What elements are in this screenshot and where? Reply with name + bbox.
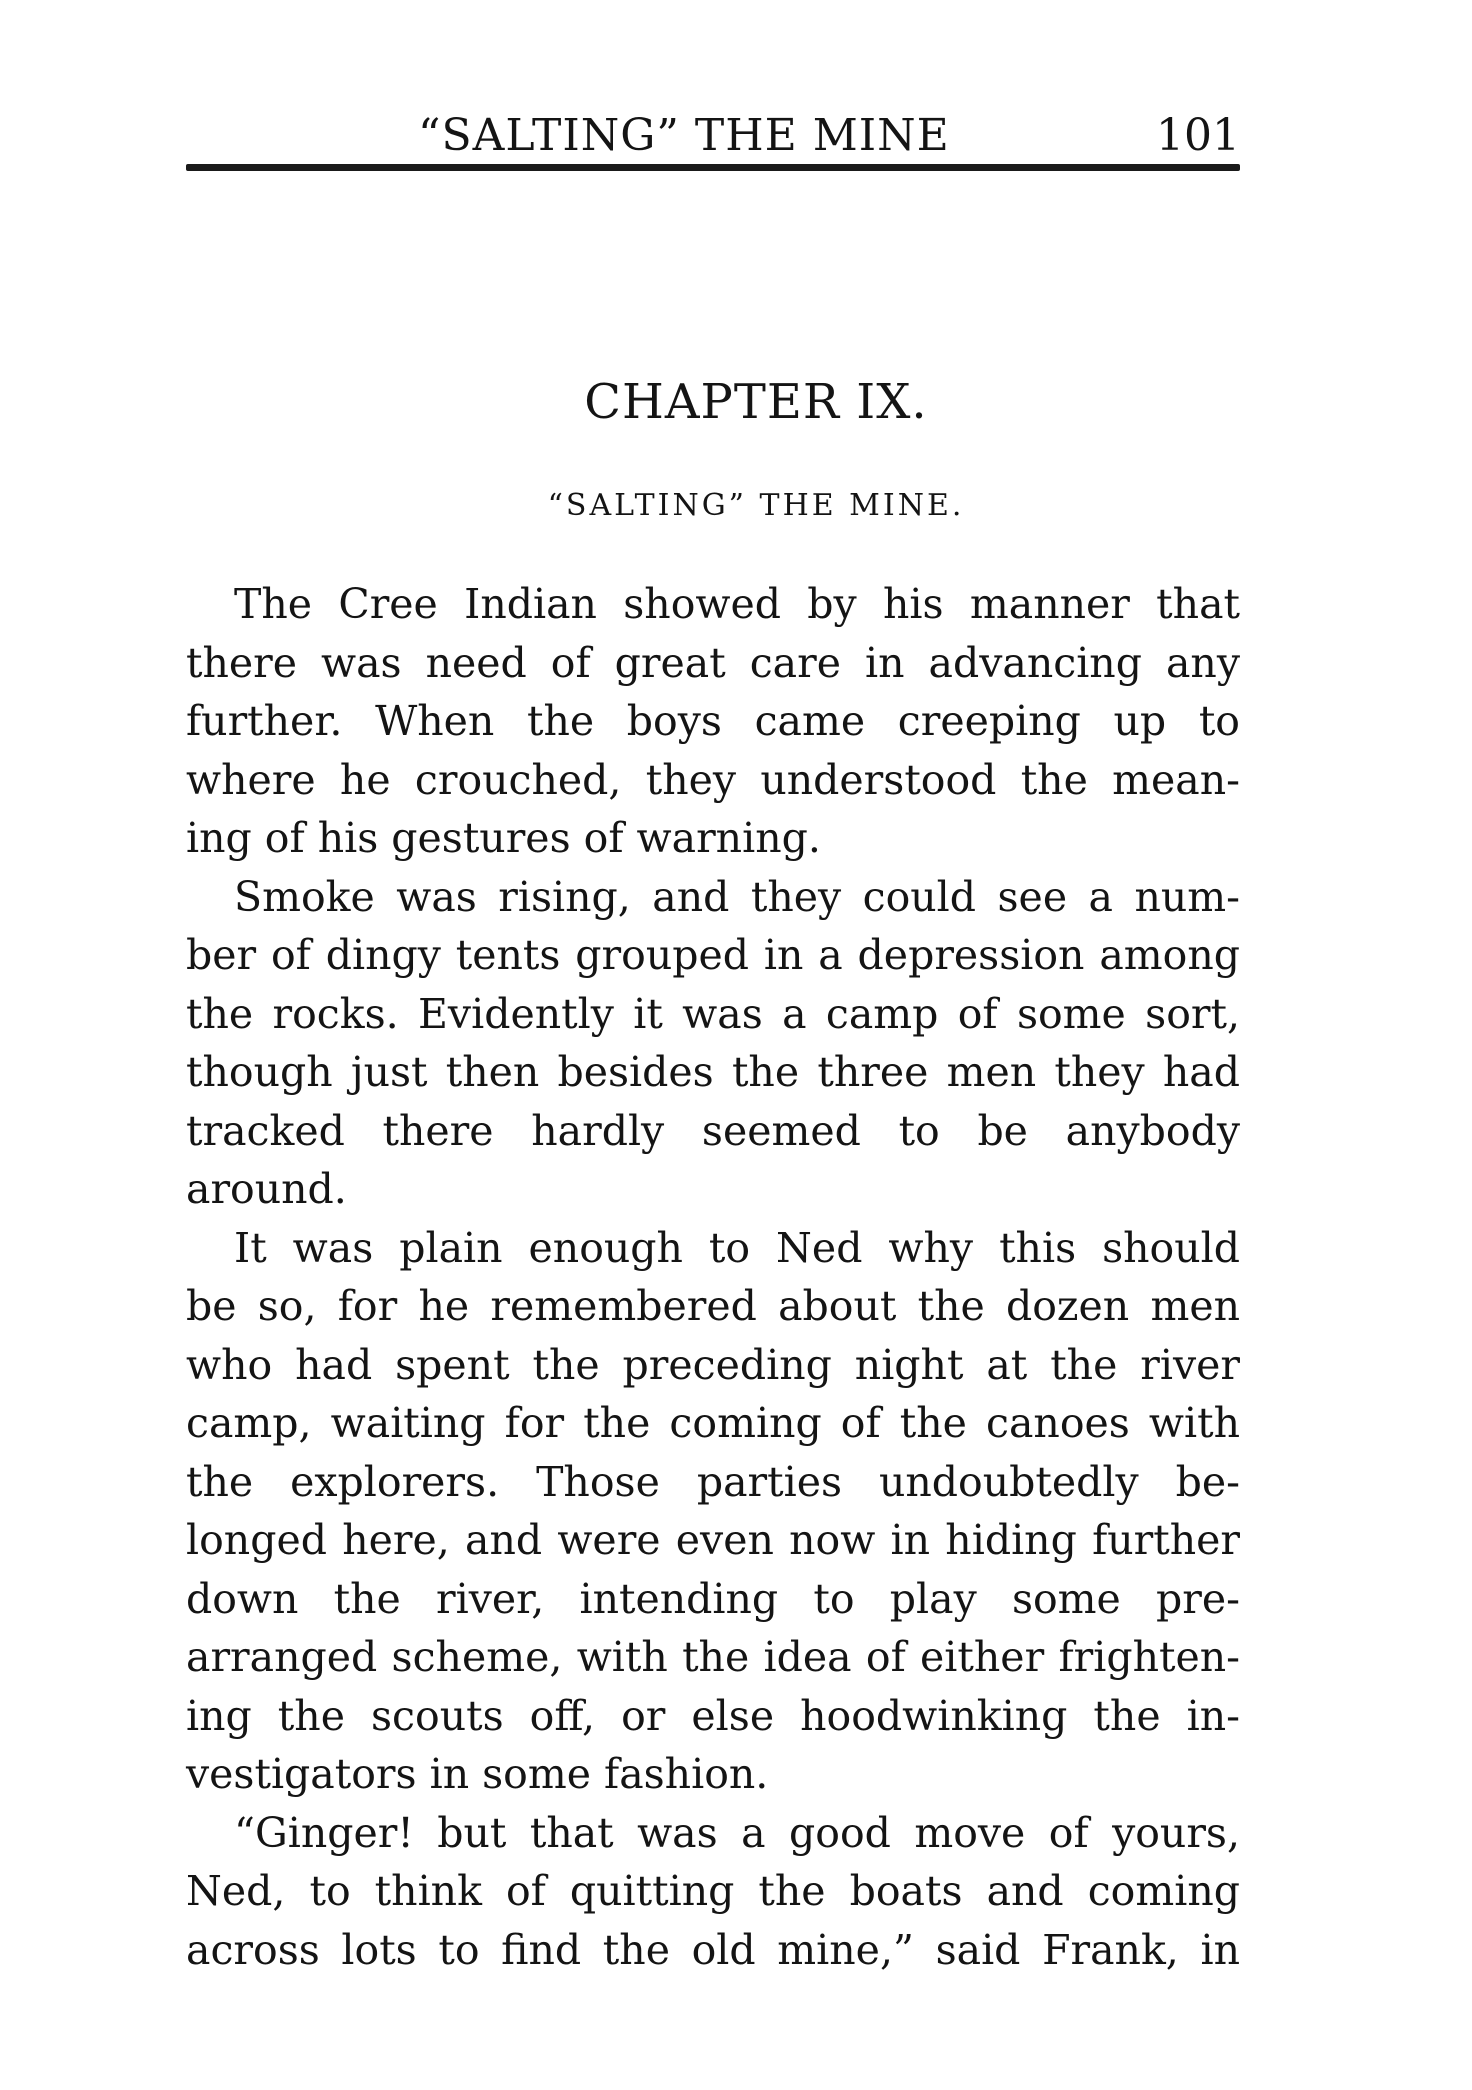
text-line: arranged scheme, with the idea of either frighten- (186, 1633, 1240, 1681)
text-line: ber of dingy tents grouped in a depression among (186, 931, 1240, 979)
body-text (186, 575, 1240, 1979)
text-line: around. (186, 1165, 347, 1213)
text-line: Smoke was rising, and they could see a num- (234, 872, 1240, 921)
running-title: “SALTING” THE MINE (418, 110, 950, 161)
text-line: the rocks. Evidently it was a camp of some sort, (186, 989, 1240, 1038)
text-line: “Ginger! but that was a good move of yours, (234, 1808, 1240, 1857)
text-line: though just then besides the three men they had (186, 1048, 1240, 1096)
chapter-title: “SALTING” THE MINE. (547, 488, 965, 523)
text-line: ing of his gestures of warning. (186, 814, 821, 862)
text-line: there was need of great care in advancing any (186, 638, 1240, 687)
chapter-number: CHAPTER IX. (584, 374, 928, 430)
header-rule (186, 164, 1240, 171)
text-line: vestigators in some fashion. (186, 1750, 769, 1798)
text-line: It was plain enough to Ned why this should (234, 1223, 1240, 1272)
text-line: where he crouched, they understood the mean- (186, 755, 1240, 804)
text-line: Ned, to think of quitting the boats and coming (186, 1867, 1240, 1915)
text-line: down the river, intending to play some pre- (186, 1574, 1240, 1623)
page-number: 101 (1156, 110, 1240, 161)
text-line: camp, waiting for the coming of the canoes with (186, 1399, 1240, 1447)
text-line: ing the scouts off, or else hoodwinking the in- (186, 1691, 1240, 1740)
text-line: who had spent the preceding night at the river (186, 1340, 1240, 1389)
text-line: across lots to find the old mine,” said Frank, in (186, 1925, 1240, 1974)
text-line: tracked there hardly seemed to be anybody (186, 1106, 1240, 1155)
text-line: further. When the boys came creeping up to (186, 697, 1240, 745)
text-line: longed here, and were even now in hiding further (186, 1516, 1240, 1564)
text-line: the explorers. Those parties undoubtedly be- (186, 1457, 1240, 1506)
text-line: be so, for he remembered about the dozen men (186, 1282, 1240, 1330)
text-line: The Cree Indian showed by his manner that (234, 580, 1240, 628)
